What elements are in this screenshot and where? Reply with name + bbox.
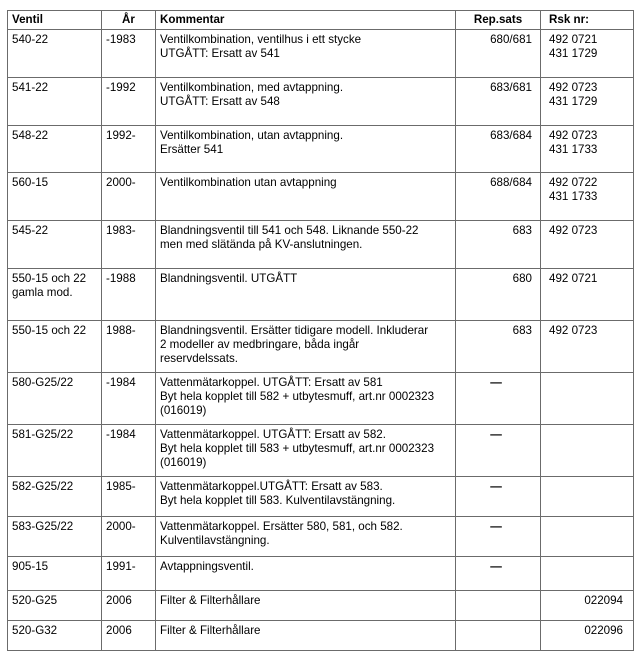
cell-kommentar: Vattenmätarkoppel. UTGÅTT: Ersatt av 582. Byt hela kopplet till 583 + utbytesmuff, art.nr 0002323 (016019) [156,425,456,477]
table-row [8,221,634,269]
cell-kommentar: Avtappningsventil. [156,557,456,591]
cell-rsk-nr: 492 0723 431 1733 [541,126,634,173]
cell-ar: 2006 [102,591,156,621]
cell-ar: 1983- [102,221,156,269]
table-row [8,269,634,321]
cell-ventil: 540-22 [8,30,102,78]
table-header-row [8,11,634,30]
table-row [8,425,634,477]
cell-rep-sats: — [456,373,541,425]
cell-ventil: 905-15 [8,557,102,591]
cell-kommentar: Ventilkombination utan avtappning [156,173,456,221]
cell-rsk-nr [541,425,634,477]
cell-ventil: 545-22 [8,221,102,269]
cell-rsk-nr [541,477,634,517]
header-kommentar: Kommentar [156,11,456,30]
cell-rep-sats: 683 [456,321,541,373]
cell-rep-sats: 688/684 [456,173,541,221]
cell-rep-sats: 680 [456,269,541,321]
cell-ventil: 550-15 och 22 gamla mod. [8,269,102,321]
cell-kommentar: Blandningsventil. UTGÅTT [156,269,456,321]
cell-kommentar: Filter & Filterhållare [156,621,456,651]
cell-rsk-nr: 492 0722 431 1733 [541,173,634,221]
table-row [8,517,634,557]
cell-rep-sats: 680/681 [456,30,541,78]
cell-kommentar: Vattenmätarkoppel.UTGÅTT: Ersatt av 583. Byt hela kopplet till 583. Kulventilavstängning. [156,477,456,517]
cell-rep-sats: — [456,557,541,591]
cell-kommentar: Filter & Filterhållare [156,591,456,621]
cell-ar: 2006 [102,621,156,651]
cell-ventil: 548-22 [8,126,102,173]
cell-rsk-nr: 492 0723 431 1729 [541,78,634,126]
header-ar: År [102,11,156,30]
table-row [8,621,634,651]
cell-kommentar: Vattenmätarkoppel. UTGÅTT: Ersatt av 581 Byt hela kopplet till 582 + utbytesmuff, art.nr 0002323 (016019) [156,373,456,425]
cell-ventil: 560-15 [8,173,102,221]
cell-kommentar: Ventilkombination, utan avtappning. Ersätter 541 [156,126,456,173]
cell-rsk-nr: 492 0721 431 1729 [541,30,634,78]
cell-ventil: 520-G25 [8,591,102,621]
cell-ar: 2000- [102,517,156,557]
cell-rsk-nr [541,373,634,425]
cell-ventil: 583-G25/22 [8,517,102,557]
cell-ar: 1985- [102,477,156,517]
table-row [8,78,634,126]
cell-ventil: 520-G32 [8,621,102,651]
cell-kommentar: Blandningsventil. Ersätter tidigare modell. Inkluderar 2 modeller av medbringare, båda ingår reservdelssats. [156,321,456,373]
cell-kommentar: Ventilkombination, ventilhus i ett stycke UTGÅTT: Ersatt av 541 [156,30,456,78]
valve-table [7,10,634,651]
cell-ventil: 541-22 [8,78,102,126]
cell-rep-sats [456,591,541,621]
table-row [8,477,634,517]
header-rsk-nr: Rsk nr: [541,11,634,30]
cell-ar: 2000- [102,173,156,221]
cell-rep-sats: — [456,477,541,517]
table-row [8,591,634,621]
header-rep-sats: Rep.sats [456,11,541,30]
cell-rep-sats: 683 [456,221,541,269]
cell-rep-sats: 683/684 [456,126,541,173]
cell-ventil: 582-G25/22 [8,477,102,517]
cell-ar: 1988- [102,321,156,373]
table-row [8,557,634,591]
table-row [8,373,634,425]
cell-rep-sats: — [456,425,541,477]
cell-ar: -1983 [102,30,156,78]
cell-ar: -1984 [102,373,156,425]
table-row [8,321,634,373]
cell-kommentar: Blandningsventil till 541 och 548. Liknande 550-22 men med slätända på KV-anslutningen. [156,221,456,269]
cell-rsk-nr: 022094 [541,591,634,621]
cell-rsk-nr [541,557,634,591]
cell-kommentar: Ventilkombination, med avtappning. UTGÅTT: Ersatt av 548 [156,78,456,126]
cell-rep-sats: 683/681 [456,78,541,126]
cell-kommentar: Vattenmätarkoppel. Ersätter 580, 581, och 582. Kulventilavstängning. [156,517,456,557]
cell-rsk-nr: 492 0721 [541,269,634,321]
cell-ventil: 581-G25/22 [8,425,102,477]
cell-ventil: 550-15 och 22 [8,321,102,373]
cell-ar: 1992- [102,126,156,173]
cell-rsk-nr: 492 0723 [541,321,634,373]
cell-ventil: 580-G25/22 [8,373,102,425]
cell-ar: 1991- [102,557,156,591]
table-row [8,30,634,78]
cell-rsk-nr: 492 0723 [541,221,634,269]
cell-rep-sats: — [456,517,541,557]
cell-ar: -1988 [102,269,156,321]
table-row [8,173,634,221]
cell-rep-sats [456,621,541,651]
header-ventil: Ventil [8,11,102,30]
cell-ar: -1992 [102,78,156,126]
cell-rsk-nr: 022096 [541,621,634,651]
cell-ar: -1984 [102,425,156,477]
table-row [8,126,634,173]
cell-rsk-nr [541,517,634,557]
